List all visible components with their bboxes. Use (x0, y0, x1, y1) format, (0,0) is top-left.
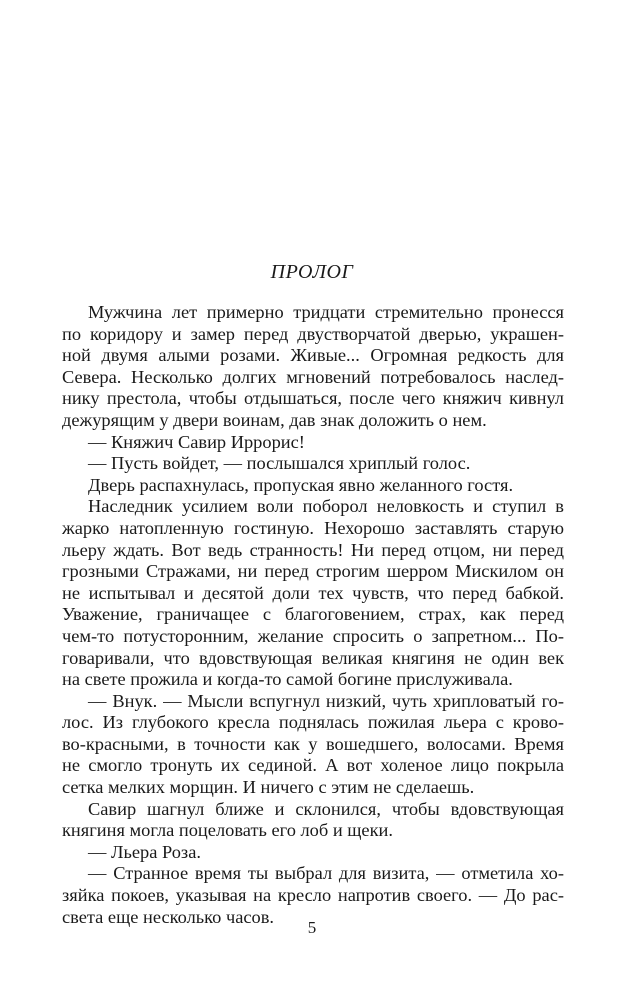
page-number: 5 (307, 918, 317, 937)
text-line: льеру ждать. Вот ведь странность! Ни перед отцом, ни перед (62, 539, 564, 560)
text-line: — Пусть войдет, — послышался хриплый голос. (88, 453, 471, 474)
text-line: — Внук. — Мысли вспугнул низкий, чуть хрипловатый го- (88, 690, 564, 711)
text-line: — Княжич Савир Иррорис! (88, 431, 305, 452)
text-line: во-красными, в точности как у вошедшего, волосами. Время (62, 733, 564, 754)
chapter-title: ПРОЛОГ (270, 261, 354, 283)
text-line: княгиня могла поцеловать его лоб и щеки. (62, 820, 393, 841)
body-text (62, 302, 564, 928)
text-line: на свете прожила и когда-то самой богине прислуживала. (62, 669, 513, 690)
text-line: — Странное время ты выбрал для визита, — отметила хо- (88, 863, 564, 884)
text-line: нику престола, чтобы отдышаться, после чего княжич кивнул (62, 388, 564, 409)
text-line: не смогло тронуть их сединой. А вот холеное лицо покрыла (62, 755, 564, 776)
text-line: Севера. Несколько долгих мгновений потребовалось наслед- (62, 366, 564, 387)
text-line: света еще несколько часов. (62, 906, 274, 927)
text-line: ной двумя алыми розами. Живые... Огромная редкость для (62, 345, 564, 366)
text-line: говаривали, что вдовствующая великая княгиня не один век (62, 647, 564, 668)
text-line: жарко натопленную гостиную. Нехорошо заставлять старую (62, 517, 564, 538)
text-line: лос. Из глубокого кресла поднялась пожилая льера с крово- (62, 712, 564, 733)
text-line: зяйка покоев, указывая на кресло напротив своего. — До рас- (62, 885, 564, 906)
text-line: дежурящим у двери воинам, дав знак доложить о нем. (62, 409, 487, 430)
text-line: не испытывал и десятой доли тех чувств, что перед бабкой. (62, 582, 564, 603)
text-line: чем-то потусторонним, желание спросить о запретном... По- (62, 625, 564, 646)
text-line: грозными Стражами, ни перед строгим шерром Мискилом он (62, 561, 564, 582)
text-line: Дверь распахнулась, пропуская явно желанного гостя. (88, 474, 514, 495)
text-line: — Льера Роза. (88, 841, 201, 862)
text-line: Савир шагнул ближе и склонился, чтобы вдовствующая (88, 798, 564, 819)
text-line: Мужчина лет примерно тридцати стремительно пронесся (88, 302, 564, 322)
text-line: Уважение, граничащее с благоговением, страх, как перед (62, 604, 564, 625)
text-line: сетка мелких морщин. И ничего с этим не сделаешь. (62, 777, 475, 798)
text-line: Наследник усилием воли поборол неловкость и ступил в (88, 496, 564, 517)
text-line: по коридору и замер перед двустворчатой дверью, украшен- (62, 323, 564, 344)
